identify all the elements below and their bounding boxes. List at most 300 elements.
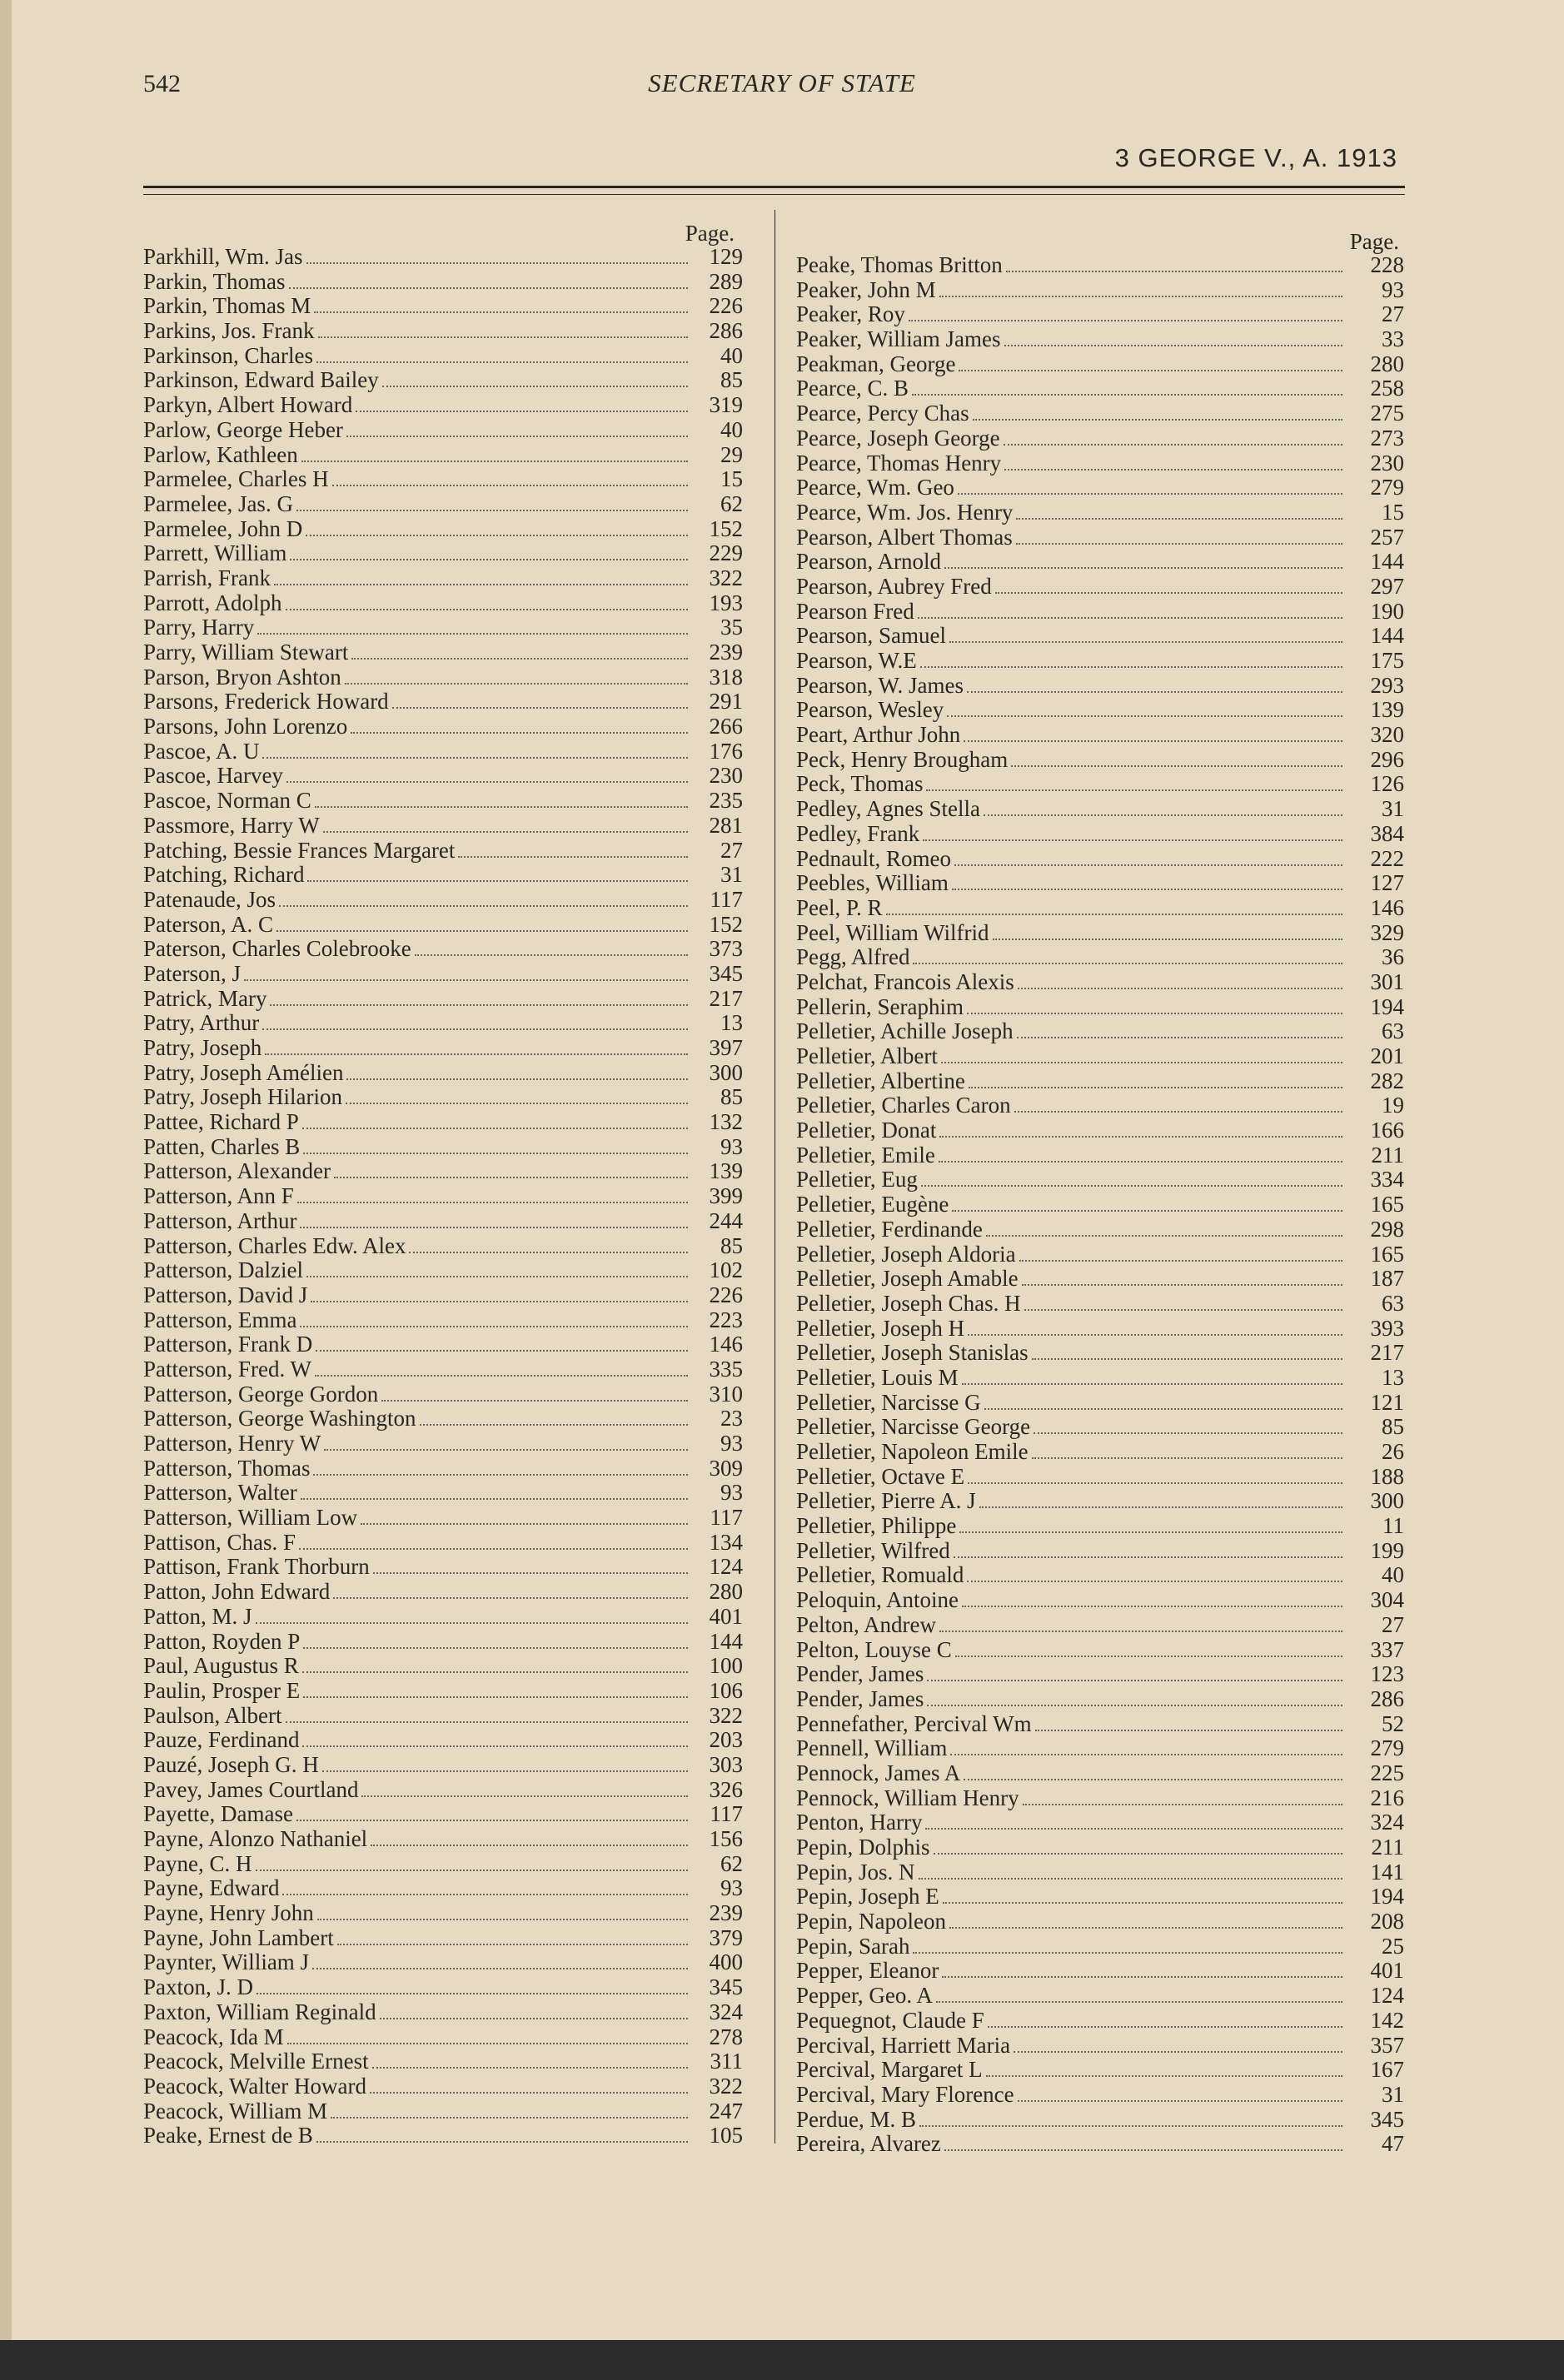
dot-leader [973, 414, 1342, 421]
entry-page-number: 117 [710, 1802, 743, 1827]
dot-leader [925, 1823, 1342, 1830]
entry-name: Pelletier, Philippe [796, 1514, 957, 1539]
index-entry [143, 1036, 743, 1061]
dot-leader [913, 1947, 1342, 1954]
entry-name: Paterson, A. C [143, 912, 274, 937]
index-entry [143, 2074, 743, 2099]
entry-name: Pelletier, Octave E [796, 1464, 965, 1489]
dot-leader [312, 1963, 688, 1969]
entry-name: Parkinson, Charles [143, 343, 313, 368]
index-entry [796, 1093, 1404, 1118]
entry-name: Parsons, John Lorenzo [143, 714, 348, 739]
entry-page-number: 310 [709, 1382, 743, 1407]
entry-name: Pattison, Chas. F [143, 1530, 296, 1555]
entry-page-number: 40 [720, 343, 743, 368]
entry-page-number: 62 [720, 1851, 743, 1876]
index-entry [796, 1885, 1404, 1909]
entry-page-number: 13 [1382, 1365, 1404, 1390]
entry-page-number: 280 [1370, 351, 1404, 376]
index-entry [796, 649, 1404, 674]
entry-page-number: 15 [1382, 500, 1404, 525]
index-entry [796, 1217, 1404, 1242]
entry-page-number: 286 [709, 319, 743, 344]
entry-name: Peaker, William James [796, 327, 1001, 352]
entry-name: Patterson, Arthur [143, 1208, 297, 1233]
index-entry [143, 962, 743, 987]
dot-leader [919, 1873, 1342, 1880]
index-entry [796, 2083, 1404, 2108]
dot-leader [1016, 513, 1342, 520]
index-entry [143, 1061, 743, 1086]
dot-leader [332, 480, 688, 486]
index-entry [796, 1662, 1404, 1687]
entry-page-number: 298 [1370, 1217, 1404, 1242]
entry-name: Peck, Thomas [796, 772, 924, 797]
entry-name: Paulson, Albert [143, 1703, 282, 1728]
index-entry [796, 1588, 1404, 1613]
dot-leader [942, 1971, 1342, 1978]
entry-page-number: 309 [709, 1456, 743, 1481]
index-entry [143, 1011, 743, 1036]
index-entry [143, 368, 743, 393]
index-entry [143, 2124, 743, 2148]
entry-name: Pearce, Percy Chas [796, 401, 969, 426]
entry-name: Pepin, Napoleon [796, 1909, 946, 1934]
dot-leader [1006, 266, 1342, 272]
entry-page-number: 303 [709, 1752, 743, 1777]
dot-leader [1032, 1452, 1342, 1459]
entry-page-number: 25 [1382, 1934, 1404, 1959]
dot-leader [1011, 760, 1342, 767]
entry-page-number: 289 [709, 269, 743, 294]
index-entry [796, 1934, 1404, 1959]
entry-name: Parson, Bryon Ashton [143, 665, 341, 690]
entry-name: Pelletier, Donat [796, 1118, 937, 1143]
entry-page-number: 36 [1382, 945, 1404, 970]
entry-name: Pelletier, Narcisse G [796, 1390, 981, 1415]
index-entry [143, 739, 743, 764]
entry-page-number: 322 [709, 2074, 743, 2099]
entry-list [796, 253, 1404, 2157]
entry-name: Peloquin, Antoine [796, 1588, 959, 1613]
index-entry [796, 550, 1404, 575]
index-entry [143, 1876, 743, 1901]
index-entry [796, 1366, 1404, 1391]
entry-page-number: 208 [1370, 1909, 1404, 1934]
entry-name: Pattee, Richard P [143, 1110, 299, 1135]
dot-leader [964, 735, 1342, 742]
dot-leader [311, 1296, 688, 1302]
entry-page-number: 293 [1370, 673, 1404, 698]
dot-leader [979, 1501, 1342, 1508]
index-entry [796, 1465, 1404, 1490]
entry-page-number: 239 [709, 1901, 743, 1926]
index-entry [143, 1531, 743, 1556]
dot-leader [300, 1321, 688, 1327]
index-entry [143, 1456, 743, 1481]
entry-page-number: 142 [1370, 2008, 1404, 2033]
entry-name: Parkyn, Albert Howard [143, 393, 353, 418]
index-entry [143, 1209, 743, 1234]
entry-name: Pelchat, Francois Alexis [796, 969, 1014, 994]
index-entry [143, 2049, 743, 2074]
dot-leader [919, 2120, 1342, 2127]
entry-list [143, 245, 743, 2148]
dot-leader [923, 834, 1342, 841]
index-entry [143, 1827, 743, 1852]
index-entry [143, 467, 743, 492]
entry-page-number: 165 [1370, 1242, 1404, 1267]
entry-name: Patton, Royden P [143, 1629, 301, 1654]
entry-page-number: 167 [1370, 2058, 1404, 2083]
entry-name: Patterson, George Washington [143, 1407, 416, 1431]
entry-page-number: 190 [1370, 599, 1404, 624]
dot-leader [1014, 1106, 1342, 1113]
entry-page-number: 144 [709, 1629, 743, 1654]
dot-leader [346, 1098, 688, 1104]
dot-leader [270, 999, 688, 1006]
entry-page-number: 126 [1370, 772, 1404, 797]
entry-name: Pepin, Dolphis [796, 1835, 930, 1860]
dot-leader [337, 1939, 688, 1945]
entry-page-number: 329 [1370, 920, 1404, 945]
dot-leader [920, 661, 1342, 668]
dot-leader [331, 2112, 688, 2119]
dot-leader [301, 1493, 688, 1500]
index-entry [796, 995, 1404, 1020]
entry-name: Paul, Augustus R [143, 1654, 299, 1679]
entry-page-number: 144 [1370, 550, 1404, 575]
entry-name: Peck, Henry Brougham [796, 747, 1009, 772]
index-entry [796, 797, 1404, 822]
entry-name: Payne, C. H [143, 1851, 252, 1876]
entry-name: Peaker, Roy [796, 302, 905, 327]
index-entry [143, 714, 743, 739]
index-entry [796, 772, 1404, 797]
entry-page-number: 146 [709, 1332, 743, 1357]
entry-page-number: 117 [710, 887, 743, 912]
index-entry [796, 921, 1404, 946]
index-entry [796, 253, 1404, 278]
index-entry [796, 1069, 1404, 1094]
dot-leader [306, 530, 688, 536]
entry-page-number: 335 [709, 1357, 743, 1382]
dot-leader [947, 710, 1342, 717]
index-entry [143, 1085, 743, 1110]
dot-leader [317, 1914, 688, 1920]
index-entry [796, 1489, 1404, 1514]
entry-name: Pearce, Wm. Jos. Henry [796, 500, 1014, 525]
entry-page-number: 345 [709, 1975, 743, 2000]
entry-name: Patton, M. J [143, 1604, 252, 1629]
dot-leader [315, 801, 688, 808]
entry-page-number: 193 [709, 590, 743, 615]
entry-page-number: 123 [1370, 1662, 1404, 1687]
dot-leader [926, 784, 1342, 791]
index-entry [796, 1860, 1404, 1885]
entry-name: Patterson, Emma [143, 1307, 297, 1332]
dot-leader [409, 1247, 688, 1253]
index-entry [143, 1481, 743, 1506]
index-entry [143, 319, 743, 344]
entry-name: Parmelee, John D [143, 516, 303, 541]
dot-leader [316, 356, 688, 363]
dot-leader [380, 2013, 688, 2019]
entry-page-number: 188 [1370, 1464, 1404, 1489]
entry-name: Parlow, Kathleen [143, 442, 298, 467]
dot-leader [286, 776, 688, 783]
index-entry [796, 748, 1404, 773]
entry-page-number: 304 [1370, 1588, 1404, 1613]
index-entry [143, 1605, 743, 1630]
entry-page-number: 301 [1370, 969, 1404, 994]
entry-page-number: 279 [1370, 1736, 1404, 1761]
entry-page-number: 300 [1370, 1489, 1404, 1514]
entry-page-number: 47 [1382, 2132, 1404, 2157]
entry-name: Pauze, Ferdinand [143, 1728, 300, 1753]
dot-leader [962, 1601, 1342, 1607]
dot-leader [370, 2087, 688, 2094]
entry-page-number: 203 [709, 1728, 743, 1753]
dot-leader [967, 686, 1342, 693]
entry-page-number: 93 [720, 1134, 743, 1159]
dot-leader [969, 1082, 1342, 1088]
entry-name: Patterson, Henry W [143, 1431, 321, 1456]
dot-leader [256, 1617, 688, 1624]
index-entry [143, 2025, 743, 2050]
index-entry [143, 517, 743, 542]
dot-leader [297, 1197, 688, 1203]
entry-name: Pender, James [796, 1686, 924, 1711]
index-entry [796, 1192, 1404, 1217]
entry-name: Peake, Thomas Britton [796, 253, 1003, 277]
entry-name: Parkin, Thomas [143, 269, 286, 294]
entry-page-number: 225 [1370, 1760, 1404, 1785]
entry-page-number: 85 [720, 1233, 743, 1258]
entry-page-number: 318 [709, 665, 743, 690]
index-entry [143, 591, 743, 616]
index-entry [143, 566, 743, 591]
index-entry [796, 426, 1404, 451]
dot-leader [315, 1370, 688, 1377]
index-entry [796, 476, 1404, 500]
entry-page-number: 100 [709, 1654, 743, 1679]
index-entry [796, 1143, 1404, 1168]
index-entry [796, 327, 1404, 352]
dot-leader [959, 365, 1342, 371]
entry-page-number: 279 [1370, 476, 1404, 500]
dot-leader [918, 612, 1342, 619]
index-entry [796, 1810, 1404, 1835]
dot-leader [967, 1576, 1342, 1582]
dot-leader [941, 1057, 1342, 1063]
entry-name: Paterson, J [143, 961, 241, 986]
dot-leader [944, 562, 1342, 569]
entry-name: Patterson, Alexander [143, 1159, 331, 1184]
entry-page-number: 266 [709, 714, 743, 739]
entry-page-number: 275 [1370, 401, 1404, 426]
index-entry [143, 1901, 743, 1926]
entry-name: Parmelee, Jas. G [143, 491, 293, 516]
entry-page-number: 211 [1371, 1835, 1404, 1860]
entry-name: Pegg, Alfred [796, 945, 910, 970]
entry-name: Patton, John Edward [143, 1580, 331, 1605]
entry-name: Parry, Harry [143, 615, 255, 640]
entry-page-number: 322 [709, 565, 743, 590]
index-entry [796, 1391, 1404, 1416]
entry-page-number: 85 [720, 368, 743, 393]
dot-leader [322, 1765, 688, 1772]
dot-leader [262, 1023, 688, 1030]
entry-name: Pelletier, Eug [796, 1168, 918, 1192]
page-number: 542 [143, 70, 181, 97]
index-entry [796, 1786, 1404, 1811]
index-entry [796, 1563, 1404, 1588]
header-rule-thick [143, 186, 1405, 188]
index-entry [143, 814, 743, 839]
index-entry [143, 1431, 743, 1456]
dot-leader [356, 406, 688, 412]
entry-page-number: 297 [1370, 574, 1404, 599]
entry-name: Pennock, James A [796, 1760, 961, 1785]
dot-leader [988, 2021, 1342, 2028]
dot-leader [1023, 1799, 1342, 1805]
entry-name: Pepin, Sarah [796, 1934, 910, 1959]
index-entry [143, 1184, 743, 1209]
entry-name: Patching, Bessie Frances Margaret [143, 838, 456, 863]
entry-page-number: 337 [1370, 1637, 1404, 1662]
entry-name: Pelletier, Albert [796, 1044, 938, 1068]
entry-page-number: 239 [709, 640, 743, 665]
index-entry [143, 443, 743, 468]
entry-name: Payne, Alonzo Nathaniel [143, 1827, 368, 1851]
entry-page-number: 322 [709, 1703, 743, 1728]
dot-leader [302, 1123, 688, 1129]
dot-leader [1035, 1725, 1342, 1731]
entry-name: Patten, Charles B [143, 1134, 301, 1159]
entry-name: Paxton, J. D [143, 1975, 254, 2000]
dot-leader [301, 456, 688, 462]
index-entry [796, 1959, 1404, 1984]
dot-leader [952, 1205, 1342, 1212]
entry-name: Parkin, Thomas M [143, 294, 311, 319]
dot-leader [282, 1889, 688, 1895]
index-entry [143, 270, 743, 295]
entry-name: Patterson, Fred. W [143, 1357, 311, 1382]
index-entry [796, 674, 1404, 699]
index-entry [796, 2009, 1404, 2034]
dot-leader [962, 1378, 1342, 1385]
entry-page-number: 33 [1382, 327, 1404, 352]
dot-leader [361, 1518, 688, 1525]
dot-leader [333, 1592, 688, 1599]
entry-page-number: 152 [709, 516, 743, 541]
dot-leader [334, 1172, 688, 1178]
entry-page-number: 52 [1382, 1711, 1404, 1736]
index-entry [796, 1613, 1404, 1638]
entry-name: Pearson, Wesley [796, 698, 944, 723]
entry-page-number: 106 [709, 1678, 743, 1703]
header-rule-thin [143, 194, 1405, 195]
dot-leader [949, 636, 1342, 643]
dot-leader [950, 1749, 1342, 1755]
entry-name: Pelton, Andrew [796, 1612, 936, 1637]
index-entry [143, 1258, 743, 1283]
entry-page-number: 35 [720, 615, 743, 640]
entry-page-number: 280 [709, 1580, 743, 1605]
index-entry [143, 1555, 743, 1580]
entry-page-number: 345 [1370, 2107, 1404, 2132]
index-entry [796, 401, 1404, 426]
dot-leader [927, 1700, 1342, 1706]
dot-leader [289, 282, 689, 289]
index-entry [796, 500, 1404, 525]
entry-page-number: 194 [1370, 994, 1404, 1019]
index-entry [143, 1654, 743, 1679]
entry-page-number: 291 [709, 690, 743, 714]
dot-leader [1014, 2046, 1342, 2053]
entry-name: Pelletier, Narcisse George [796, 1415, 1031, 1440]
index-entry [143, 1704, 743, 1729]
index-entry [796, 1242, 1404, 1267]
dot-leader [952, 884, 1342, 890]
dot-leader [257, 628, 688, 635]
index-entry [796, 1687, 1404, 1712]
entry-name: Peakman, George [796, 351, 956, 376]
entry-name: Pelletier, Louis M [796, 1365, 959, 1390]
index-entry [143, 888, 743, 913]
dot-leader [303, 1642, 688, 1649]
entry-page-number: 217 [1370, 1341, 1404, 1366]
entry-page-number: 211 [1371, 1143, 1404, 1168]
entry-page-number: 384 [1370, 821, 1404, 846]
entry-name: Pelton, Louyse C [796, 1637, 952, 1662]
dot-leader [371, 1840, 688, 1846]
dot-leader [939, 1156, 1342, 1163]
entry-page-number: 278 [709, 2024, 743, 2049]
index-entry [143, 1283, 743, 1308]
entry-name: Pearson, W. James [796, 673, 964, 698]
entry-name: Peacock, William M [143, 2099, 328, 2124]
dot-leader [262, 752, 688, 759]
entry-page-number: 11 [1382, 1514, 1404, 1539]
entry-name: Paulin, Prosper E [143, 1678, 301, 1703]
entry-page-number: 26 [1382, 1440, 1404, 1464]
index-entry [143, 1975, 743, 2000]
entry-name: Pelletier, Napoleon Emile [796, 1440, 1029, 1464]
index-entry [143, 1234, 743, 1259]
index-entry [796, 945, 1404, 970]
entry-page-number: 134 [709, 1530, 743, 1555]
dot-leader [927, 1675, 1342, 1681]
dot-leader [986, 2070, 1342, 2077]
entry-page-number: 216 [1370, 1785, 1404, 1810]
index-entry [796, 822, 1404, 847]
entry-name: Pelletier, Wilfred [796, 1538, 950, 1563]
index-entry [796, 1909, 1404, 1934]
entry-page-number: 146 [1370, 895, 1404, 920]
dot-leader [392, 702, 688, 709]
dot-leader [265, 1048, 688, 1055]
dot-leader [954, 859, 1342, 866]
index-entry [143, 1308, 743, 1333]
entry-name: Penton, Harry [796, 1810, 923, 1835]
entry-name: Pelletier, Joseph Chas. H [796, 1291, 1021, 1316]
index-entry [143, 1778, 743, 1803]
dot-leader [420, 1419, 688, 1426]
entry-name: Peel, P. R [796, 895, 883, 920]
index-entry [796, 1835, 1404, 1860]
